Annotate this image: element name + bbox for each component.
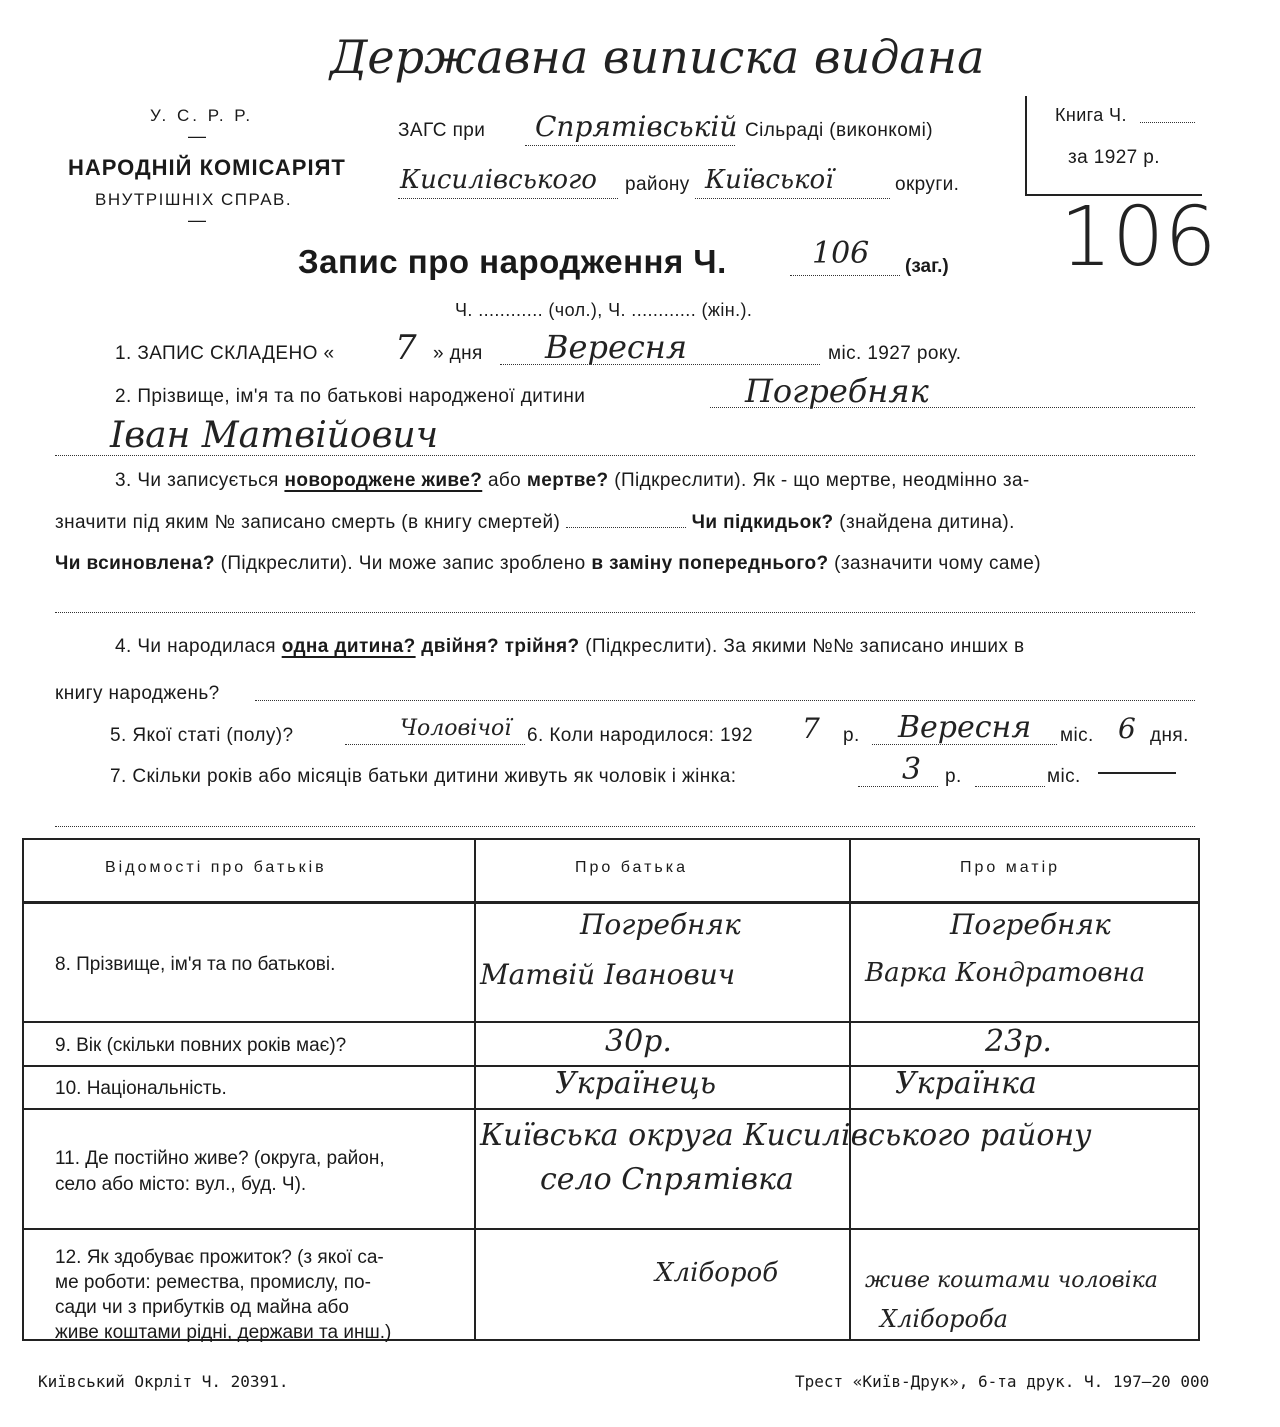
title-suffix: (заг.) [905, 256, 949, 277]
commissariat-label: НАРОДНІЙ КОМІСАРІЯТ [68, 155, 346, 180]
table-hline-header [22, 901, 1200, 904]
row9-label: 9. Вік (скільки повних років має)? [55, 1035, 347, 1056]
field3-l1e: (Підкреслити). Як - що мертве, неодмінно за- [614, 470, 1030, 491]
zags-village-line [525, 145, 735, 146]
field4-single-child: одна дитина? [281, 636, 416, 657]
field3-dead: мертве? [526, 470, 609, 491]
zags-suffix: Сільраді (виконкомі) [745, 120, 933, 141]
table-hline-10 [22, 1108, 1200, 1110]
zags-okruha-line [695, 198, 890, 199]
table-header-father: Про батька [575, 859, 688, 876]
field7-r: р. [945, 766, 962, 787]
row8-father-surname: Погребняк [580, 908, 741, 941]
field1-month-line [500, 364, 820, 365]
row12-label-2: ме роботи: ремества, промислу, по- [55, 1272, 371, 1293]
field6-mis: міс. [1060, 725, 1094, 746]
field2-label: 2. Прізвище, ім'я та по батькові народженої дитини [115, 386, 586, 407]
row10-label: 10. Національність. [55, 1078, 227, 1099]
field4-line1 [115, 636, 1024, 658]
field3-blank-line [55, 612, 1195, 613]
field7-mis: міс. [1047, 766, 1081, 787]
table-hline-8 [22, 1021, 1200, 1023]
row10-mother-nationality: Українка [895, 1066, 1037, 1101]
row12-label-3: сади чи з прибутків од майна або [55, 1297, 349, 1318]
row12-father-occupation: Хлібороб [655, 1258, 779, 1288]
footer-left: Київський Окрліт Ч. 20391. [38, 1372, 289, 1391]
field6-day-value: 6 [1118, 712, 1136, 745]
field7-label: 7. Скільки років або місяців батьки дитини живуть як чоловік і жінка: [110, 766, 737, 787]
field2-name-value: Іван Матвійович [110, 415, 439, 456]
header-dash-2: — [188, 210, 206, 230]
row12-mother-occupation-2: Хлібороба [880, 1305, 1008, 1333]
handwritten-header: Державна виписка видана [330, 30, 985, 84]
zags-okruha-label: округи. [895, 174, 960, 195]
field3-line2 [55, 512, 1015, 534]
row8-label: 8. Прізвище, ім'я та по батькові. [55, 954, 336, 975]
field3-l1c: або [487, 470, 522, 491]
field3-line3 [55, 553, 1041, 575]
field6-month-value: Вересня [898, 710, 1032, 745]
record-number-value: 106 [812, 236, 870, 271]
row9-mother-age: 23р. [985, 1024, 1052, 1059]
field1-suffix: міс. 1927 року. [828, 343, 962, 364]
field6-dnya: дня. [1150, 725, 1189, 746]
field5-line [345, 744, 525, 745]
zags-prefix: ЗАГС при [398, 120, 486, 141]
field6-r: р. [843, 725, 860, 746]
table-vline-1 [474, 838, 476, 1341]
field4-twins: двійня? [421, 636, 499, 657]
table-vline-2 [849, 838, 851, 1341]
field3-l3b: (Підкреслити). Чи може запис зроблено [220, 553, 586, 574]
field7-years-value: 3 [902, 752, 922, 787]
field3-newborn-alive: новороджене живе? [284, 470, 483, 491]
field4-l1a: 4. Чи народилася [115, 636, 276, 657]
field6-label: 6. Коли народилося: 192 [527, 725, 753, 746]
book-number-line [1140, 122, 1195, 123]
book-year-label: за 1927 р. [1068, 147, 1160, 168]
field3-l2a: значити під яким № записано смерть (в книгу смертей) [55, 512, 561, 533]
field4-line2-blank [255, 700, 1195, 701]
field5-value: Чоловічої [400, 716, 512, 741]
zags-village-value: Спрятівській [535, 110, 738, 143]
field1-day-value: 7 [395, 328, 417, 368]
field7-months-dash [1098, 772, 1176, 774]
field3-replacement: в заміну попереднього? [591, 553, 829, 574]
row10-father-nationality: Українець [555, 1066, 717, 1101]
field2-name-line [55, 455, 1195, 456]
field7-blank-line [55, 826, 1195, 827]
row9-father-age: 30р. [605, 1024, 672, 1059]
field7-years-line [858, 786, 938, 787]
row12-label-1: 12. Як здобуває прожиток? (з якої са- [55, 1247, 384, 1268]
document-title: Запис про народження Ч. [298, 243, 727, 280]
field5-label: 5. Якої статі (полу)? [110, 725, 294, 746]
field6-month-line [872, 744, 1057, 745]
field2-surname-value: Погребняк [745, 372, 929, 410]
field1-month-value: Вересня [545, 328, 688, 366]
field3-line1 [115, 470, 1030, 492]
internal-affairs-label: ВНУТРІШНІХ СПРАВ. [95, 190, 293, 209]
record-number-big: 106 [1060, 190, 1217, 285]
field3-foundling: Чи підкидьок? [691, 512, 834, 533]
row8-mother-name: Варка Кондратовна [865, 958, 1146, 988]
ussr-label: У. С. Р. Р. [150, 106, 254, 125]
record-number-line [790, 275, 900, 276]
row11-address-2: село Спрятівка [540, 1162, 794, 1197]
row8-father-name: Матвій Іванович [480, 958, 736, 991]
field1-mid: » дня [433, 343, 483, 364]
table-header-mother: Про матір [960, 859, 1061, 876]
row11-label-2: село або місто: вул., буд. Ч). [55, 1174, 307, 1195]
field4-l1e: (Підкреслити). За якими №№ записано инших в [585, 636, 1025, 657]
field3-l2c: (знайдена дитина). [839, 512, 1015, 533]
field6-year-value: 7 [802, 712, 820, 745]
field4-line2: книгу народжень? [55, 683, 220, 704]
field3-l3d: (зазначити чому саме) [834, 553, 1041, 574]
row11-label-1: 11. Де постійно живе? (округа, район, [55, 1148, 385, 1169]
row12-mother-occupation-1: живе коштами чоловіка [865, 1268, 1158, 1293]
field3-adopted: Чи всиновлена? [55, 553, 215, 574]
field3-l1a: 3. Чи записується [115, 470, 279, 491]
header-dash-1: — [188, 126, 206, 146]
field4-triplets: трійня? [504, 636, 580, 657]
zags-district-label: району [625, 174, 690, 195]
zags-district-value: Кисилівського [400, 165, 597, 195]
field1-label: 1. ЗАПИС СКЛАДЕНО « [115, 343, 335, 364]
footer-right: Трест «Київ-Друк», 6-та друк. Ч. 197—20 000 [795, 1372, 1210, 1391]
row12-label-4: живе коштами рідні, держави та инш.) [55, 1322, 392, 1343]
title-subline: Ч. ............ (чол.), Ч. ............ (жін.). [455, 300, 753, 320]
row11-address-1: Київська округа Кисилівського району [480, 1118, 1092, 1153]
zags-district-line [398, 198, 618, 199]
table-hline-11 [22, 1228, 1200, 1230]
row8-mother-surname: Погребняк [950, 908, 1111, 941]
table-header-info: Відомості про батьків [105, 859, 327, 876]
zags-okruha-value: Київської [705, 165, 834, 195]
field7-months-line [975, 786, 1045, 787]
field2-surname-line [710, 407, 1195, 408]
book-number-label: Книга Ч. [1055, 105, 1127, 125]
